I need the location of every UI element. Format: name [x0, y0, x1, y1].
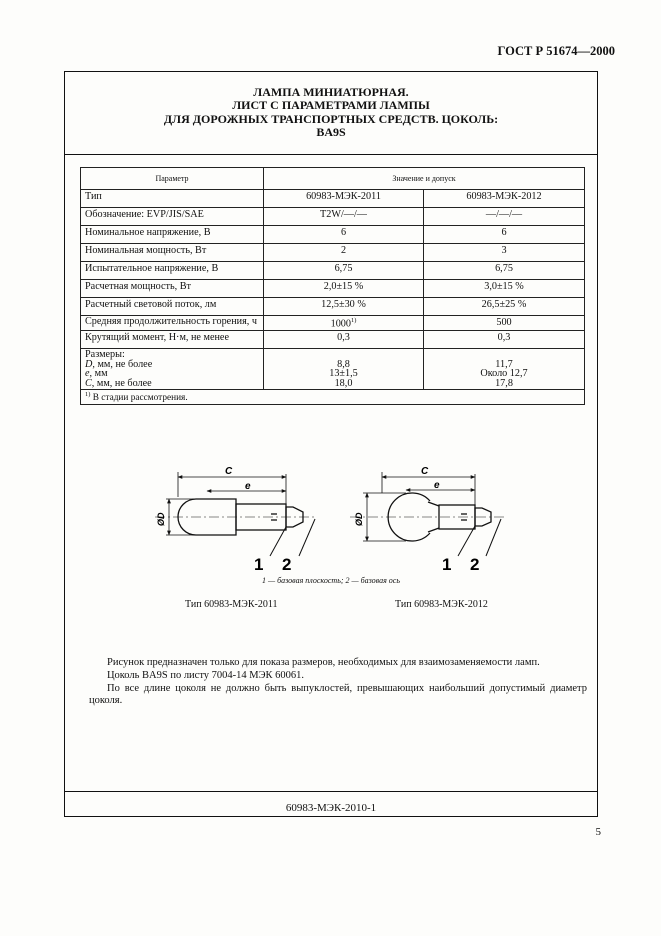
title-line: ЛИСТ С ПАРАМЕТРАМИ ЛАМПЫ [232, 98, 430, 113]
table-row [81, 298, 585, 316]
value-cell: 3 [424, 244, 585, 262]
marker-2: 2 [282, 555, 292, 574]
table-row [81, 331, 585, 349]
dim-e-label: e [245, 481, 251, 492]
param-cell: Средняя продолжительность горения, ч [81, 316, 264, 331]
dim-label-C: C, мм, не более [85, 377, 152, 389]
table-row [81, 262, 585, 280]
value-cell: 6,75 [424, 262, 585, 280]
footer-divider [65, 791, 597, 792]
value-cell: 500 [424, 316, 585, 331]
column-header: Значение и допуск [264, 168, 585, 190]
type-label-right: Тип 60983-МЭК-2012 [395, 599, 488, 610]
footnote-ref: 1) [350, 317, 357, 324]
value-cell: 6 [424, 226, 585, 244]
param-cell: Номинальная мощность, Вт [81, 244, 264, 262]
parameters-table [80, 167, 585, 405]
dim-label-D: D, мм, не более [85, 358, 153, 370]
dim-C-label: C [225, 466, 233, 477]
value-cell: 0,3 [424, 331, 585, 349]
table-row [81, 226, 585, 244]
column-header: Параметр [81, 168, 264, 190]
lamp-drawings [65, 462, 599, 582]
title-divider [65, 154, 597, 155]
page-number: 5 [595, 826, 601, 838]
param-cell: Расчетный световой поток, лм [81, 298, 264, 316]
dimensions-heading: Размеры: [85, 349, 125, 361]
lamp-drawing-2012 [350, 472, 505, 556]
standard-number: ГОСТ Р 51674—2000 [497, 44, 615, 58]
title-line: BA9S [316, 125, 346, 140]
sheet-title [65, 86, 597, 140]
table-footnote-row [81, 390, 585, 405]
note-paragraph: Цоколь BA9S по листу 7004-14 МЭК 60061. [107, 669, 305, 681]
dim-e-label: e [434, 480, 440, 491]
figure-caption: 1 — базовая плоскость; 2 — базовая ось [262, 576, 400, 585]
param-cell: Крутящий момент, Н·м, не менее [81, 331, 264, 349]
footnote: $^{1)}$ В стадии рассмотрения. [81, 390, 585, 405]
table-row-dimensions [81, 349, 585, 390]
value-cell: 0,3 [264, 331, 424, 349]
param-cell: Расчетная мощность, Вт [81, 280, 264, 298]
marker-2: 2 [470, 555, 480, 574]
notes-text [89, 657, 587, 708]
value-cell [264, 316, 424, 331]
value-cell: 6,75 [264, 262, 424, 280]
value-cell: 60983-МЭК-2011 [264, 190, 424, 208]
sheet-frame [64, 71, 598, 817]
note-paragraph: Рисунок предназначен только для показа размеров, необходимых для взаимозаменяемости ламп. [107, 657, 540, 668]
value-cell: 11,7 Около 12,7 17,8 [424, 349, 585, 390]
note-paragraph: По все длине цоколя не должно быть выпуклостей, превышающих наибольший допустимый диаметр цоколя. [89, 682, 587, 707]
value-cell: 2 [264, 244, 424, 262]
table-row [81, 316, 585, 331]
value-cell: 60983-МЭК-2012 [424, 190, 585, 208]
marker-1: 1 [442, 555, 452, 574]
param-cell: Номинальное напряжение, В [81, 226, 264, 244]
value-cell: 2,0±15 % [264, 280, 424, 298]
param-cell [81, 349, 264, 390]
table-row [81, 280, 585, 298]
marker-1: 1 [254, 555, 264, 574]
param-cell: Обозначение: EVP/JIS/SAE [81, 208, 264, 226]
value-cell: T2W/—/— [264, 208, 424, 226]
title-line: ДЛЯ ДОРОЖНЫХ ТРАНСПОРТНЫХ СРЕДСТВ. ЦОКОЛЬ: [163, 111, 499, 126]
value-cell: 3,0±15 % [424, 280, 585, 298]
param-cell: Испытательное напряжение, В [81, 262, 264, 280]
lamp-drawing-2011 [155, 472, 315, 556]
dim-C-label: C [421, 466, 429, 477]
type-label-left: Тип 60983-МЭК-2011 [185, 599, 278, 610]
table-row [81, 208, 585, 226]
param-cell: Тип [81, 190, 264, 208]
title-line: ЛАМПА МИНИАТЮРНАЯ. [253, 85, 409, 99]
table-row [81, 244, 585, 262]
value-cell: 6 [264, 226, 424, 244]
life-value: 1000 [330, 318, 351, 330]
value-cell: 12,5±30 % [264, 298, 424, 316]
table-row [81, 190, 585, 208]
dim-D-label: ØD [156, 512, 166, 526]
value-cell: 8,8 13±1,5 18,0 [264, 349, 424, 390]
table-header-row [81, 168, 585, 190]
value-cell: 26,5±25 % [424, 298, 585, 316]
dim-label-e: e, мм [85, 368, 108, 380]
dim-D-label: ØD [354, 512, 364, 526]
value-cell: —/—/— [424, 208, 585, 226]
sheet-code: 60983-МЭК-2010-1 [285, 802, 377, 814]
